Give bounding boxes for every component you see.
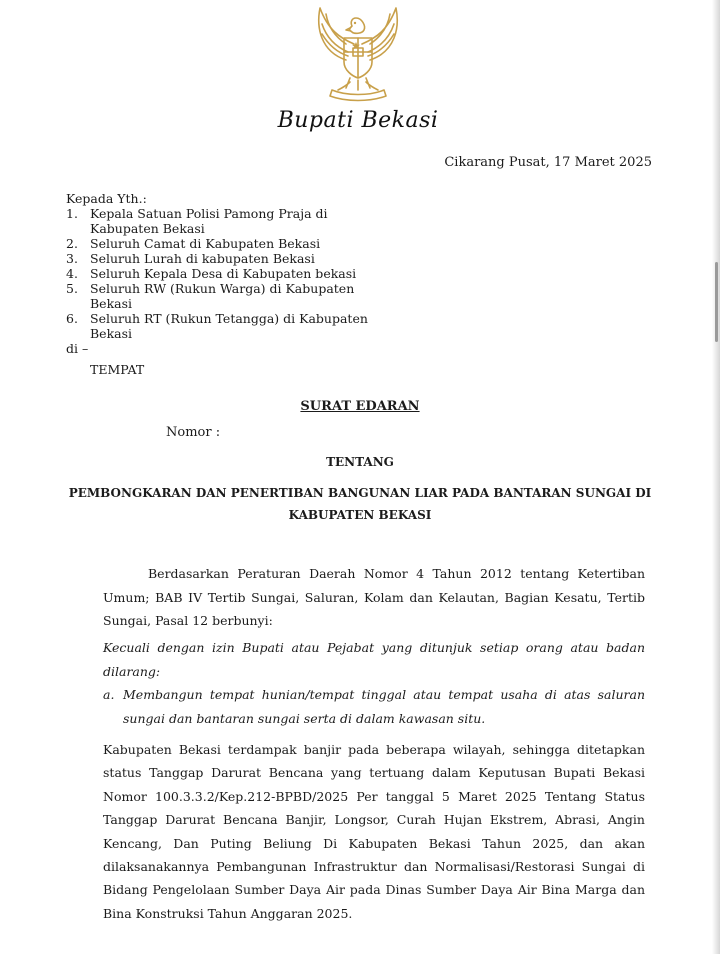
- page-edge: [712, 0, 720, 954]
- item-label: a.: [103, 687, 115, 702]
- list-item: [66, 251, 386, 266]
- subject-line: PEMBONGKARAN DAN PENERTIBAN BANGUNAN LIAR PADA BANTARAN SUNGAI DI: [68, 486, 652, 500]
- office-title: Bupati Bekasi: [277, 108, 439, 133]
- quoted-regulation: Kecuali dengan izin Bupati atau Pejabat yang ditunjuk setiap orang atau badan dilarang:: [103, 640, 645, 679]
- letter-subject: [64, 482, 656, 526]
- di-label: di –: [66, 341, 89, 356]
- letter-title: SURAT EDARAN: [300, 399, 420, 414]
- list-item: [66, 236, 386, 251]
- list-item: [66, 281, 386, 311]
- subject-line: KABUPATEN BEKASI: [288, 508, 432, 522]
- body-paragraph: Kabupaten Bekasi terdampak banjir pada beberapa wilayah, sehingga ditetapkan status Tanggap Darurat Bencana yang tertuang dalam Keputusan Bupati Bekasi Nomor 100.3.3.2/Kep.212-BPBD/2025 Per tanggal 5 Maret 2025 Tentang Status Tanggap Darurat Bencana Banjir, Longsor, Curah Hujan Ekstrem, Abrasi, Angin Kencang, Dan Puting Beliung Di Kabupaten Bekasi Tahun 2025, dan akan dilaksanakannya Pembangunan Infrastruktur dan Normalisasi/Restorasi Sungai di Bidang Pengelolaan Sumber Daya Air pada Dinas Sumber Daya Air Bina Marga dan Bina Konstruksi Tahun Anggaran 2025.: [103, 742, 645, 921]
- list-number: 6.: [66, 311, 78, 326]
- addressee-block: [66, 191, 386, 377]
- list-item-text: Seluruh RT (Rukun Tetangga) di Kabupaten Bekasi: [90, 311, 368, 341]
- recipient-list: [66, 206, 386, 341]
- item-text: Membangun tempat hunian/tempat tinggal atau tempat usaha di atas saluran sungai dan bantaran sungai serta di dalam kawasan situ.: [123, 687, 645, 726]
- date-place: Cikarang Pusat, 17 Maret 2025: [444, 155, 652, 170]
- body-paragraph: Berdasarkan Peraturan Daerah Nomor 4 Tahun 2012 tentang Ketertiban Umum; BAB IV Tertib Sungai, Saluran, Kolam dan Kelautan, Bagian Kesatu, Tertib Sungai, Pasal 12 berbunyi:: [103, 566, 645, 628]
- tempat-label: TEMPAT: [90, 362, 145, 377]
- greeting: Kepada Yth.:: [66, 191, 147, 206]
- letter-number: Nomor :: [166, 425, 221, 440]
- list-number: 4.: [66, 266, 78, 281]
- list-item-text: Seluruh RW (Rukun Warga) di Kabupaten Bekasi: [90, 281, 355, 311]
- tentang-heading: TENTANG: [326, 455, 394, 469]
- list-number: 1.: [66, 206, 78, 221]
- list-item-text: Seluruh Camat di Kabupaten Bekasi: [90, 236, 321, 251]
- garuda-emblem-icon: [306, 4, 410, 104]
- list-item: [66, 311, 386, 341]
- list-item-text: Seluruh Lurah di kabupaten Bekasi: [90, 251, 315, 266]
- list-item: [66, 206, 386, 236]
- list-item-text: Kepala Satuan Polisi Pamong Praja di Kabupaten Bekasi: [90, 206, 328, 236]
- list-number: 2.: [66, 236, 78, 251]
- list-item: [66, 266, 386, 281]
- scroll-indicator: [715, 262, 718, 342]
- list-number: 3.: [66, 251, 78, 266]
- list-item-text: Seluruh Kepala Desa di Kabupaten bekasi: [90, 266, 357, 281]
- regulation-item: [103, 683, 645, 731]
- list-number: 5.: [66, 281, 78, 296]
